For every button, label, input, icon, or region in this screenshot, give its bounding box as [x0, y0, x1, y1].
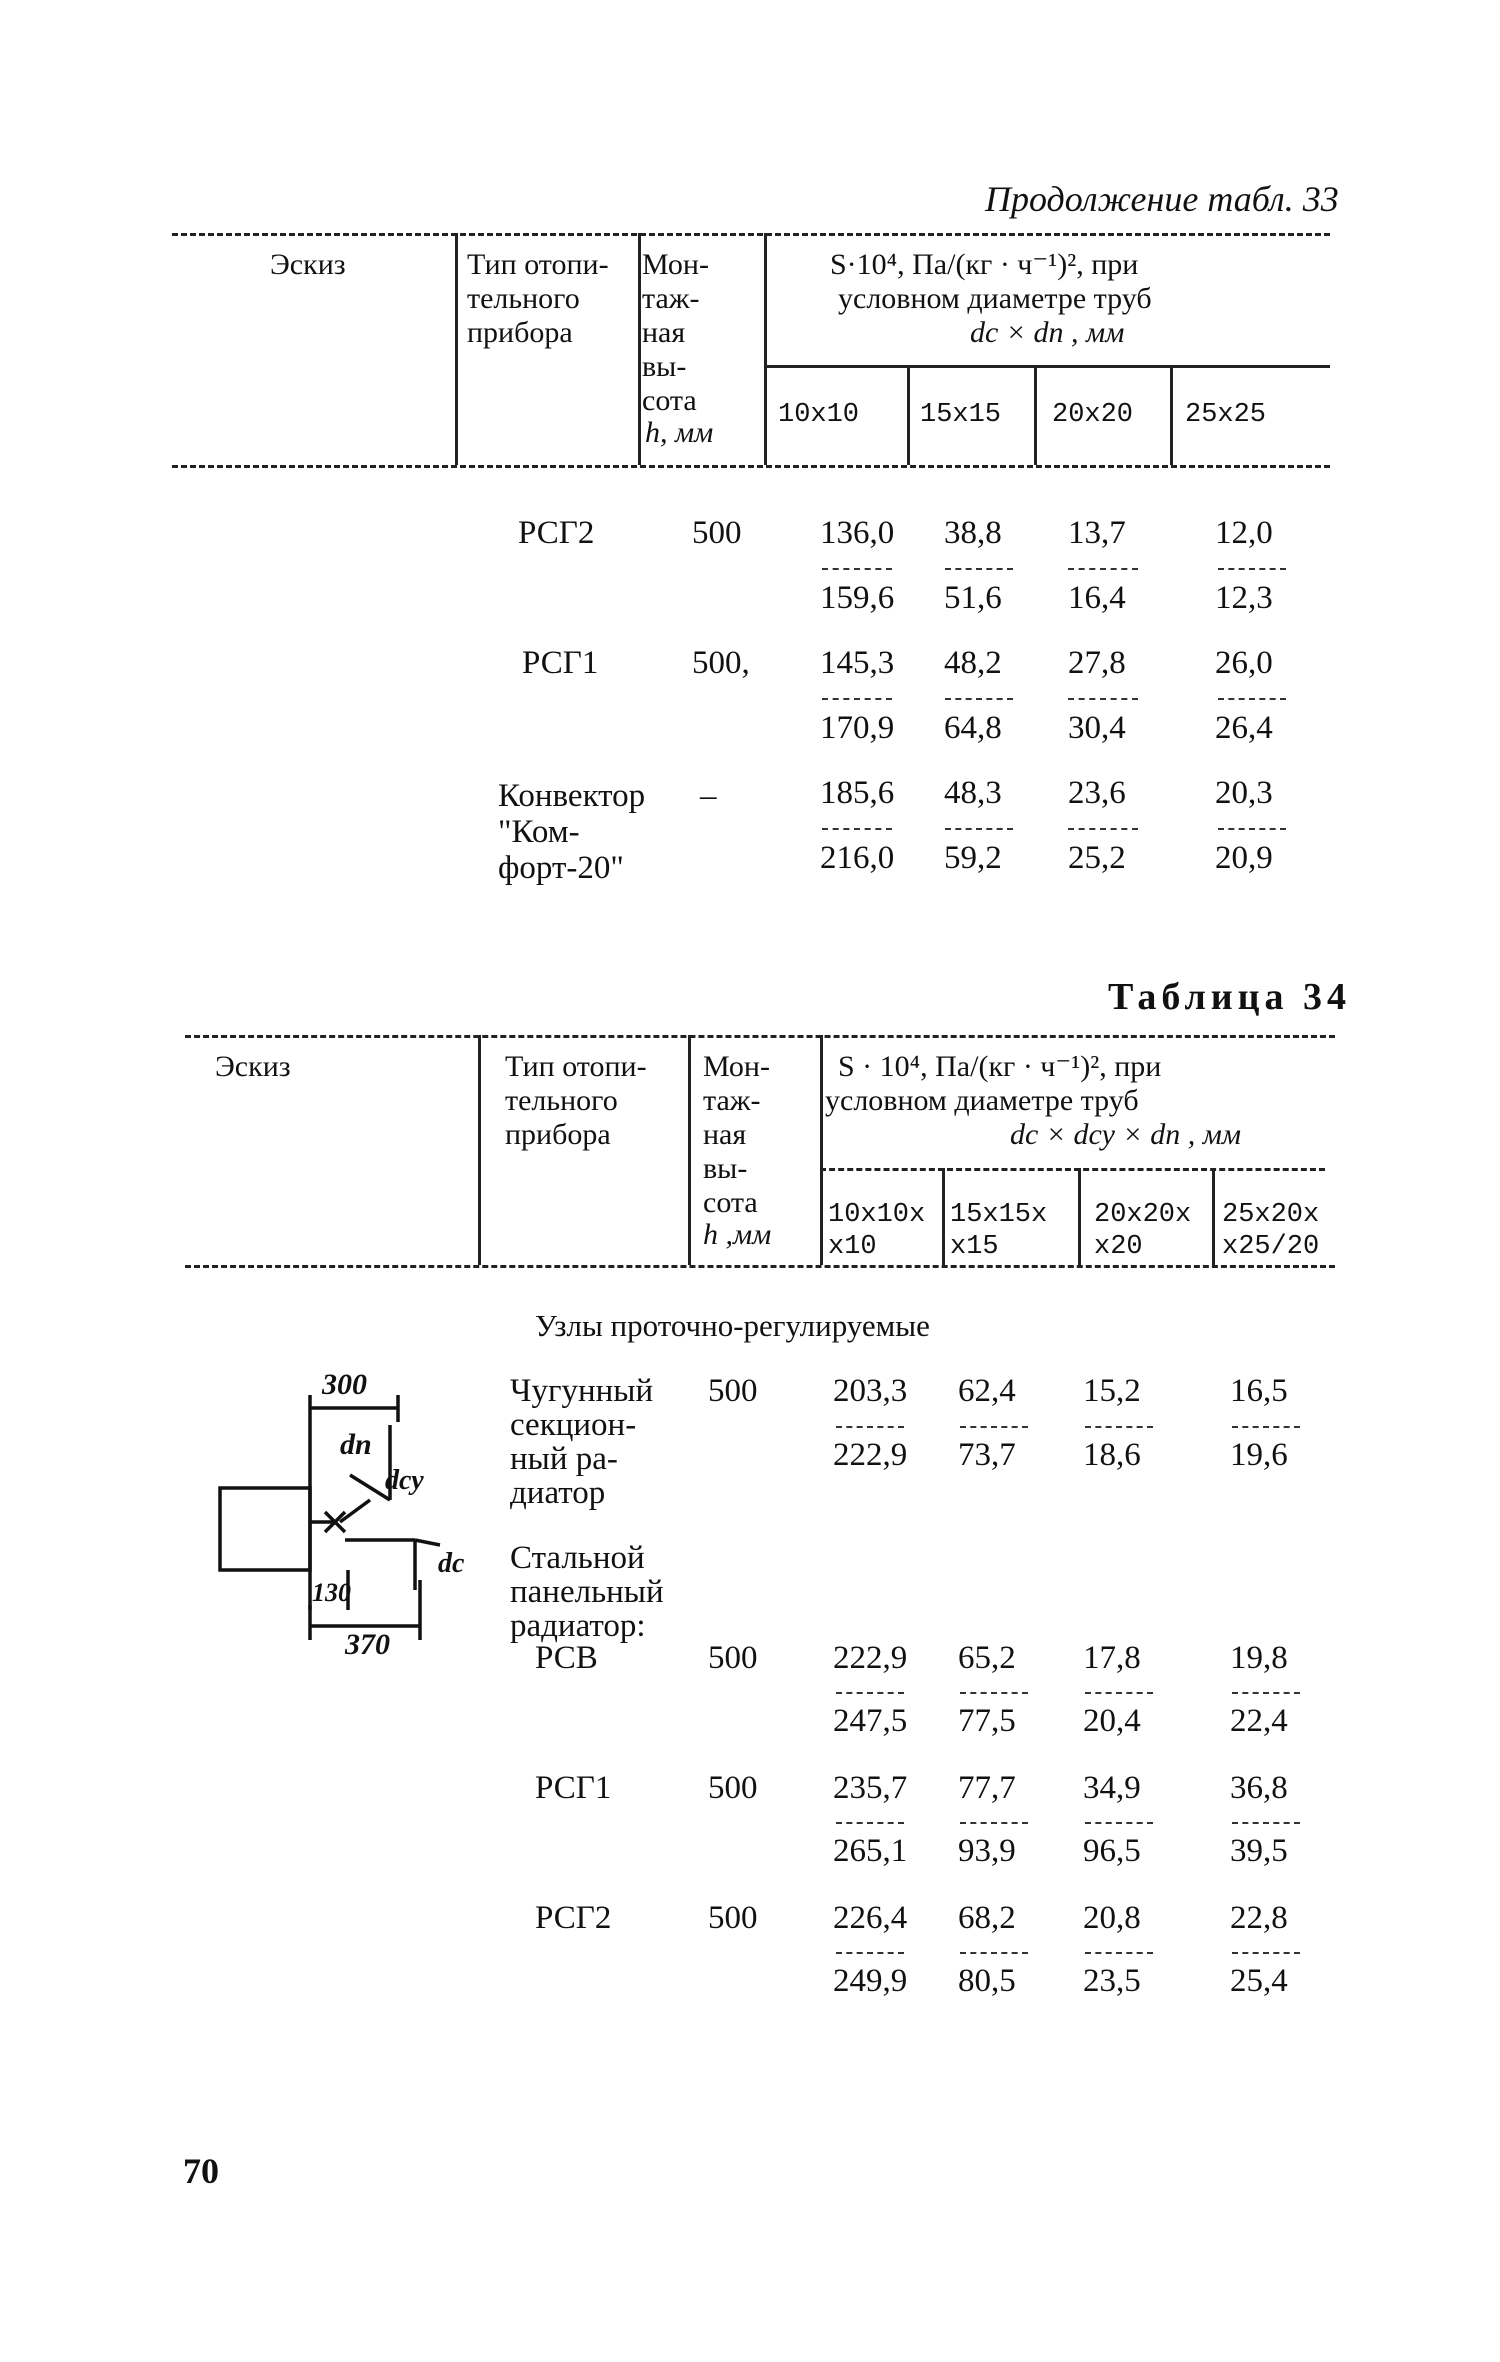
table33-value-top: 23,6	[1068, 775, 1126, 811]
fraction-bar	[1218, 828, 1286, 830]
fraction-bar	[836, 1822, 904, 1824]
table34-row-type: РСГ2	[535, 1900, 612, 1936]
fraction-bar	[822, 568, 892, 570]
table34-title: Таблица 34	[1108, 976, 1352, 1018]
table34-value-top: 15,2	[1083, 1373, 1141, 1409]
table34-size-header: x25/20	[1222, 1232, 1320, 1262]
fraction-bar	[1232, 1692, 1300, 1694]
fraction-bar	[945, 568, 1013, 570]
sketch-dim-top: 300	[322, 1368, 367, 1401]
table34-value-bottom: 249,9	[833, 1963, 908, 1999]
table34-value-top: 222,9	[833, 1640, 908, 1676]
fraction-bar	[1232, 1952, 1300, 1954]
table34-value-top: 77,7	[958, 1770, 1016, 1806]
table34-header-height-unit: h ,мм	[703, 1218, 772, 1251]
table34-value-bottom: 39,5	[1230, 1833, 1288, 1869]
table33-header-type: Тип отопи- тельного прибора	[467, 248, 609, 349]
table33-value-bottom: 51,6	[944, 580, 1002, 616]
table34-subheader-rule	[820, 1168, 1325, 1171]
table33-value-top: 12,0	[1215, 515, 1273, 551]
table33-value-bottom: 59,2	[944, 840, 1002, 876]
table33-value-bottom: 30,4	[1068, 710, 1126, 746]
table34-value-top: 36,8	[1230, 1770, 1288, 1806]
fraction-bar	[836, 1426, 904, 1428]
table34-row-type-line: Чугунный	[510, 1373, 654, 1409]
table34-top-rule	[185, 1035, 1335, 1038]
fraction-bar	[960, 1952, 1028, 1954]
table34-row-height: 500	[708, 1640, 758, 1676]
fraction-bar	[1085, 1426, 1153, 1428]
table34-value-top: 16,5	[1230, 1373, 1288, 1409]
table34-row-type-line: ный ра-	[510, 1441, 618, 1477]
table34-col-divider	[942, 1168, 945, 1265]
table34-value-bottom: 23,5	[1083, 1963, 1141, 1999]
fraction-bar	[1068, 828, 1138, 830]
table33-row-type-line: форт-20"	[498, 850, 624, 886]
table34-size-header: 10x10x	[828, 1200, 926, 1230]
table34-row-height: 500	[708, 1770, 758, 1806]
table33-value-bottom: 64,8	[944, 710, 1002, 746]
table34-value-top: 226,4	[833, 1900, 908, 1936]
sketch-dim-left: 130	[312, 1578, 351, 1607]
fraction-bar	[960, 1426, 1028, 1428]
table34-value-top: 65,2	[958, 1640, 1016, 1676]
table34-value-bottom: 18,6	[1083, 1437, 1141, 1473]
table34-row-type-line: секцион-	[510, 1407, 637, 1443]
table34-size-header: 25x20x	[1222, 1200, 1320, 1230]
fraction-bar	[1085, 1692, 1153, 1694]
table34-header-s-line1: S · 10⁴, Па/(кг · ч⁻¹)², при	[838, 1050, 1162, 1083]
table33-header-height-unit: h, мм	[645, 416, 714, 449]
table33-row-type: РСГ1	[522, 645, 599, 681]
table33-row-height: 500,	[692, 645, 750, 681]
table-continuation-caption: Продолжение табл. 33	[985, 179, 1339, 219]
fraction-bar	[822, 828, 892, 830]
sketch-label-dc: dс	[438, 1548, 465, 1579]
table33-col-divider	[1034, 365, 1037, 465]
table34-size-header: 20x20x	[1094, 1200, 1192, 1230]
table33-value-top: 38,8	[944, 515, 1002, 551]
table34-value-bottom: 22,4	[1230, 1703, 1288, 1739]
table34-col-divider	[820, 1035, 823, 1265]
table34-value-bottom: 25,4	[1230, 1963, 1288, 1999]
table33-col-divider	[455, 233, 458, 465]
table34-header-s-line2: условном диаметре труб	[825, 1084, 1139, 1117]
table34-col-divider	[1212, 1168, 1215, 1265]
table33-value-top: 26,0	[1215, 645, 1273, 681]
table33-row-type-line: "Ком-	[498, 814, 580, 850]
table34-size-header: x10	[828, 1232, 877, 1262]
table34-header-sketch: Эскиз	[215, 1050, 291, 1083]
table33-col-divider	[1170, 365, 1173, 465]
table34-col-divider	[478, 1035, 481, 1265]
fraction-bar	[1085, 1822, 1153, 1824]
table33-col-divider	[638, 233, 641, 465]
table33-header-s-line2: условном диаметре труб	[838, 282, 1152, 315]
table34-value-bottom: 77,5	[958, 1703, 1016, 1739]
radiator-node-sketch	[200, 1370, 480, 1680]
table33-value-top: 185,6	[820, 775, 895, 811]
table34-section-title: Узлы проточно-регулируемые	[535, 1308, 930, 1343]
table34-group-line: панельный	[510, 1574, 664, 1610]
table34-row-height: 500	[708, 1900, 758, 1936]
table34-value-top: 235,7	[833, 1770, 908, 1806]
table33-value-bottom: 25,2	[1068, 840, 1126, 876]
table33-header-s-line3: dс × dп , мм	[970, 316, 1125, 349]
table33-size-header: 10x10	[778, 400, 860, 430]
table33-value-bottom: 12,3	[1215, 580, 1273, 616]
fraction-bar	[945, 698, 1013, 700]
table33-value-top: 145,3	[820, 645, 895, 681]
sketch-label-dcy: dсу	[385, 1465, 424, 1496]
page-number: 70	[183, 2151, 219, 2191]
table33-value-bottom: 159,6	[820, 580, 895, 616]
table33-size-header: 20x20	[1052, 400, 1134, 430]
table33-size-header: 25x25	[1185, 400, 1267, 430]
table33-row-height: –	[700, 778, 717, 814]
table33-col-divider	[764, 233, 767, 465]
table33-value-top: 48,2	[944, 645, 1002, 681]
fraction-bar	[822, 698, 892, 700]
table33-top-rule	[172, 233, 1330, 236]
table33-value-bottom: 16,4	[1068, 580, 1126, 616]
table34-row-type: РСВ	[535, 1640, 598, 1676]
table33-value-bottom: 170,9	[820, 710, 895, 746]
table33-value-top: 13,7	[1068, 515, 1126, 551]
table34-value-bottom: 20,4	[1083, 1703, 1141, 1739]
table34-row-height: 500	[708, 1373, 758, 1409]
table34-group-line: радиатор:	[510, 1608, 646, 1644]
table34-value-top: 17,8	[1083, 1640, 1141, 1676]
table33-value-bottom: 216,0	[820, 840, 895, 876]
table34-value-bottom: 96,5	[1083, 1833, 1141, 1869]
table34-value-top: 20,8	[1083, 1900, 1141, 1936]
fraction-bar	[945, 828, 1013, 830]
table34-value-bottom: 222,9	[833, 1437, 908, 1473]
table34-size-header: x15	[950, 1232, 999, 1262]
table34-header-bottom-rule	[185, 1265, 1335, 1268]
table33-value-bottom: 20,9	[1215, 840, 1273, 876]
fraction-bar	[1232, 1426, 1300, 1428]
table33-value-top: 20,3	[1215, 775, 1273, 811]
fraction-bar	[836, 1952, 904, 1954]
table34-value-top: 22,8	[1230, 1900, 1288, 1936]
table33-value-bottom: 26,4	[1215, 710, 1273, 746]
table34-value-top: 34,9	[1083, 1770, 1141, 1806]
table34-value-top: 62,4	[958, 1373, 1016, 1409]
table34-value-top: 68,2	[958, 1900, 1016, 1936]
table34-row-type-line: диатор	[510, 1475, 606, 1511]
table33-header-bottom-rule	[172, 465, 1330, 468]
table33-subheader-rule	[764, 365, 1330, 368]
table34-size-header: x20	[1094, 1232, 1143, 1262]
fraction-bar	[960, 1692, 1028, 1694]
fraction-bar	[1068, 568, 1138, 570]
fraction-bar	[1068, 698, 1138, 700]
sketch-dim-bottom: 370	[345, 1628, 390, 1661]
table34-group-line: Стальной	[510, 1540, 645, 1576]
fraction-bar	[1085, 1952, 1153, 1954]
table34-value-bottom: 265,1	[833, 1833, 908, 1869]
table33-value-top: 27,8	[1068, 645, 1126, 681]
table33-value-top: 48,3	[944, 775, 1002, 811]
table34-value-bottom: 19,6	[1230, 1437, 1288, 1473]
table34-size-header: 15x15x	[950, 1200, 1048, 1230]
fraction-bar	[960, 1822, 1028, 1824]
table34-row-type: РСГ1	[535, 1770, 612, 1806]
table34-header-type: Тип отопи- тельного прибора	[505, 1050, 647, 1151]
fraction-bar	[836, 1692, 904, 1694]
table34-value-bottom: 247,5	[833, 1703, 908, 1739]
table34-col-divider	[1078, 1168, 1081, 1265]
table34-header-height: Мон- таж- ная вы- сота	[703, 1050, 770, 1219]
table33-header-height: Мон- таж- ная вы- сота	[642, 248, 709, 417]
table34-value-top: 203,3	[833, 1373, 908, 1409]
table33-row-type: РСГ2	[518, 515, 595, 551]
table33-size-header: 15x15	[920, 400, 1002, 430]
fraction-bar	[1232, 1822, 1300, 1824]
sketch-label-dn: dп	[340, 1428, 372, 1461]
fraction-bar	[1218, 568, 1286, 570]
fraction-bar	[1218, 698, 1286, 700]
table33-header-s-line1: S·10⁴, Па/(кг · ч⁻¹)², при	[830, 248, 1139, 281]
table33-header-sketch: Эскиз	[270, 248, 346, 281]
table34-col-divider	[688, 1035, 691, 1265]
table34-value-bottom: 93,9	[958, 1833, 1016, 1869]
table33-value-top: 136,0	[820, 515, 895, 551]
table34-header-s-line3: dс × dсу × dп , мм	[1010, 1118, 1242, 1151]
table34-value-bottom: 73,7	[958, 1437, 1016, 1473]
table33-col-divider	[907, 365, 910, 465]
table33-row-height: 500	[692, 515, 742, 551]
table33-row-type-line: Конвектор	[498, 778, 646, 814]
table34-value-bottom: 80,5	[958, 1963, 1016, 1999]
table34-value-top: 19,8	[1230, 1640, 1288, 1676]
